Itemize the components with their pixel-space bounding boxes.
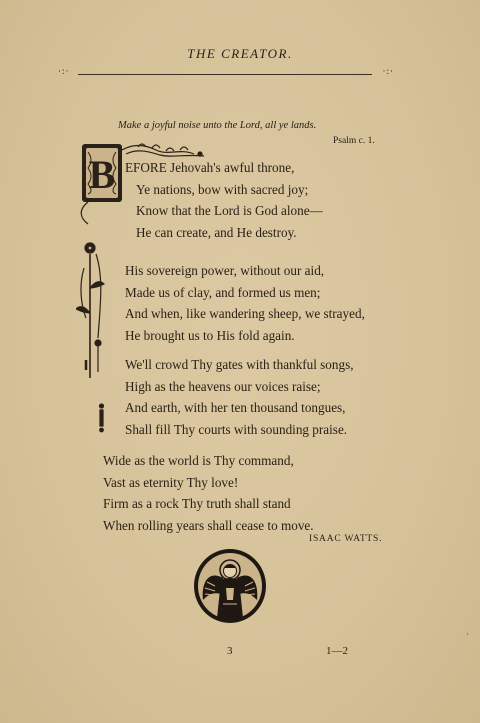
verse-line: When rolling years shall cease to move. [103,517,314,533]
page-title: THE CREATOR. [187,46,293,61]
paper-speck: · [466,630,469,639]
rule-ornament-left: ·:· [58,66,70,76]
stanza-2 [125,260,365,346]
verse-line: We'll crowd Thy gates with thankful songs, [125,357,354,372]
verse-line: Vast as eternity Thy love! [103,474,239,490]
verse-line: High as the heavens our voices raise; [125,378,321,394]
author-attribution: ISAAC WATTS. [309,534,383,544]
verse-line: Ye nations, bow with sacred joy; [136,181,309,197]
angel-medallion-icon [193,548,267,624]
epigraph-reference: Psalm c. 1. [333,136,375,146]
verse-line: He can create, and He destroy. [136,224,297,240]
scroll-flourish-icon [122,144,204,156]
verse-line: Shall fill Thy courts with sounding praise. [125,421,348,437]
verse-line: And when, like wandering sheep, we strayed, [125,306,365,321]
drop-cap-frame [82,144,122,202]
verse-line: Made us of clay, and formed us men; [125,284,321,300]
title-rule [58,66,394,81]
rule-line [78,74,372,75]
stanza-3 [125,354,354,440]
verse-line: EFORE Jehovah's awful throne, [125,160,295,175]
page-number: 3 [227,645,233,657]
epigraph: Make a joyful noise unto the Lord, all ye lands. [118,120,317,131]
verse-line: He brought us to His fold again. [125,327,295,343]
verse-line: And earth, with her ten thousand tongues, [125,400,346,415]
stanza-4 [103,450,314,536]
verse-line: His sovereign power, without our aid, [125,263,325,278]
rule-ornament-right: ·:· [382,66,394,76]
verse-line: Wide as the world is Thy command, [103,453,294,468]
verse-line: Know that the Lord is God alone— [136,203,323,218]
vine-border-icon [76,202,104,432]
drop-cap-letter: B [88,152,116,197]
verse-line: Firm as a rock Thy truth shall stand [103,496,291,511]
signature-mark: 1—2 [326,645,348,657]
stanza-1 [125,157,323,243]
